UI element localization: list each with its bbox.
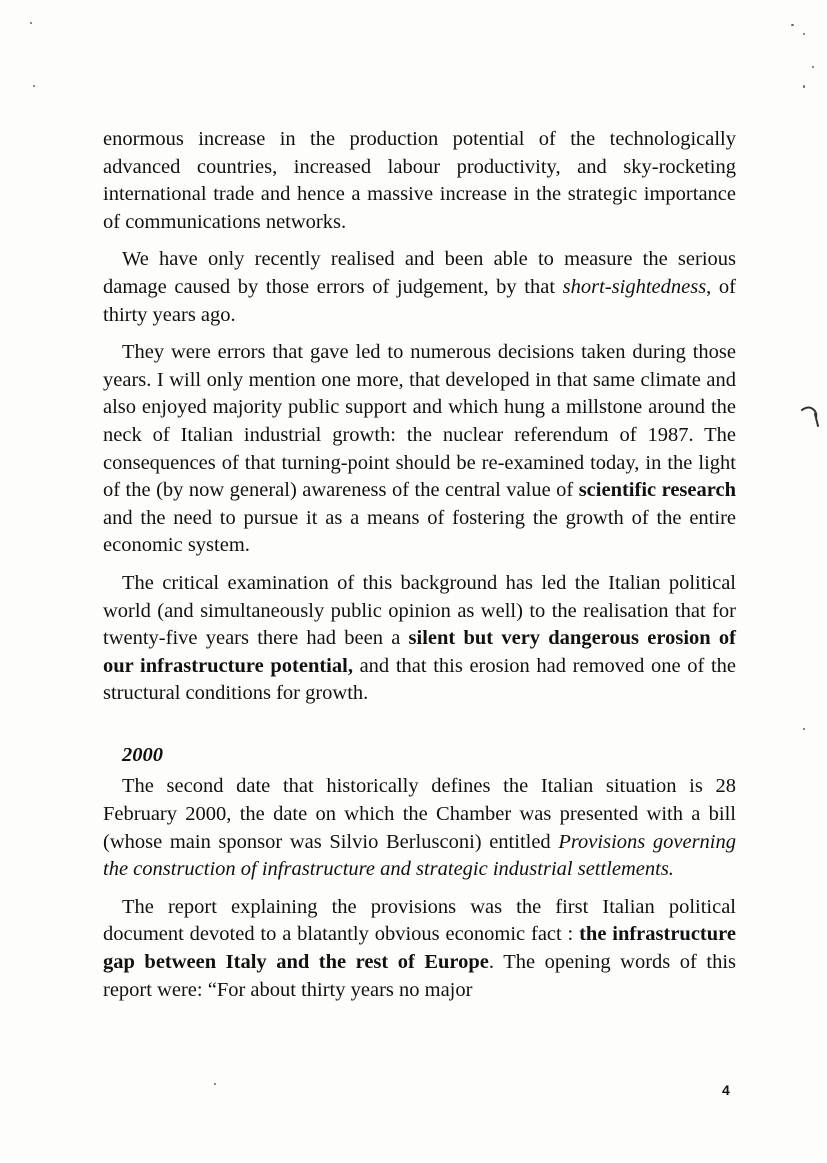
page-number: 4 bbox=[722, 1082, 730, 1098]
bold-run: silent but very dangerous erosion of our infrastructure potential, bbox=[103, 627, 736, 677]
body-text bbox=[103, 126, 736, 1014]
section-heading-2000: 2000 bbox=[122, 743, 163, 766]
scan-speck bbox=[803, 85, 805, 88]
text-run: , of thirty years ago. bbox=[103, 275, 736, 326]
text-run: The second date that historically defines the Italian situation is 28 February 2000, the date on which the Chamber was presented with a bill (whose main sponsor was Silvio Berlusconi) entitled bbox=[103, 775, 736, 853]
paragraph-1 bbox=[103, 126, 736, 236]
text-run: The report explaining the provisions was the first Italian political document devoted to a blatantly obvious economic fact : bbox=[103, 895, 736, 946]
bold-run: scientific research bbox=[578, 479, 736, 502]
scan-speck bbox=[214, 1083, 216, 1085]
paragraph-4 bbox=[103, 570, 736, 708]
scan-speck bbox=[30, 22, 32, 24]
scan-speck bbox=[791, 24, 794, 26]
text-run: and the need to pursue it as a means of fostering the growth of the entire economic system. bbox=[103, 506, 736, 557]
italic-run: Provisions governing the construction of infrastructure and strategic industrial settlements. bbox=[103, 830, 736, 881]
scan-speck bbox=[803, 33, 805, 35]
text-run: and that this erosion had removed one of the structural conditions for growth. bbox=[103, 654, 736, 705]
bold-run: the infrastructure gap between Italy and the rest of Europe bbox=[103, 923, 736, 974]
paragraph-6 bbox=[103, 894, 736, 1004]
text-run: The critical examination of this background has led the Italian political world (and simultaneously public opinion as well) to the realisation that for twenty-five years there had been a bbox=[103, 571, 736, 650]
text-run: We have only recently realised and been able to measure the serious damage caused by those errors of judgement, by that bbox=[103, 248, 736, 298]
scan-speck bbox=[33, 85, 35, 87]
scan-speck bbox=[812, 66, 814, 68]
paragraph-3 bbox=[103, 339, 736, 560]
text-run: . The opening words of this report were: “For about thirty years no major bbox=[103, 951, 736, 1001]
scan-mark-icon bbox=[800, 404, 822, 430]
paragraph-5 bbox=[103, 773, 736, 883]
text-run: enormous increase in the production potential of the technologically advanced countries, increased labour productivity, and sky-rocketing international trade and hence a massive increase in the strategic importance of communications networks. bbox=[103, 128, 736, 233]
scan-speck bbox=[803, 728, 805, 730]
text-run: They were errors that gave led to numerous decisions taken during those years. I will only mention one more, that developed in that same climate and also enjoyed majority public support and which hung a millstone around the neck of Italian industrial growth: the nuclear referendum of 1987. The consequences of that turning-point should be re-examined today, in the light of the (by now general) awareness of the central value of bbox=[103, 341, 736, 502]
paragraph-2 bbox=[103, 246, 736, 329]
italic-run: short-sightedness bbox=[562, 275, 707, 298]
